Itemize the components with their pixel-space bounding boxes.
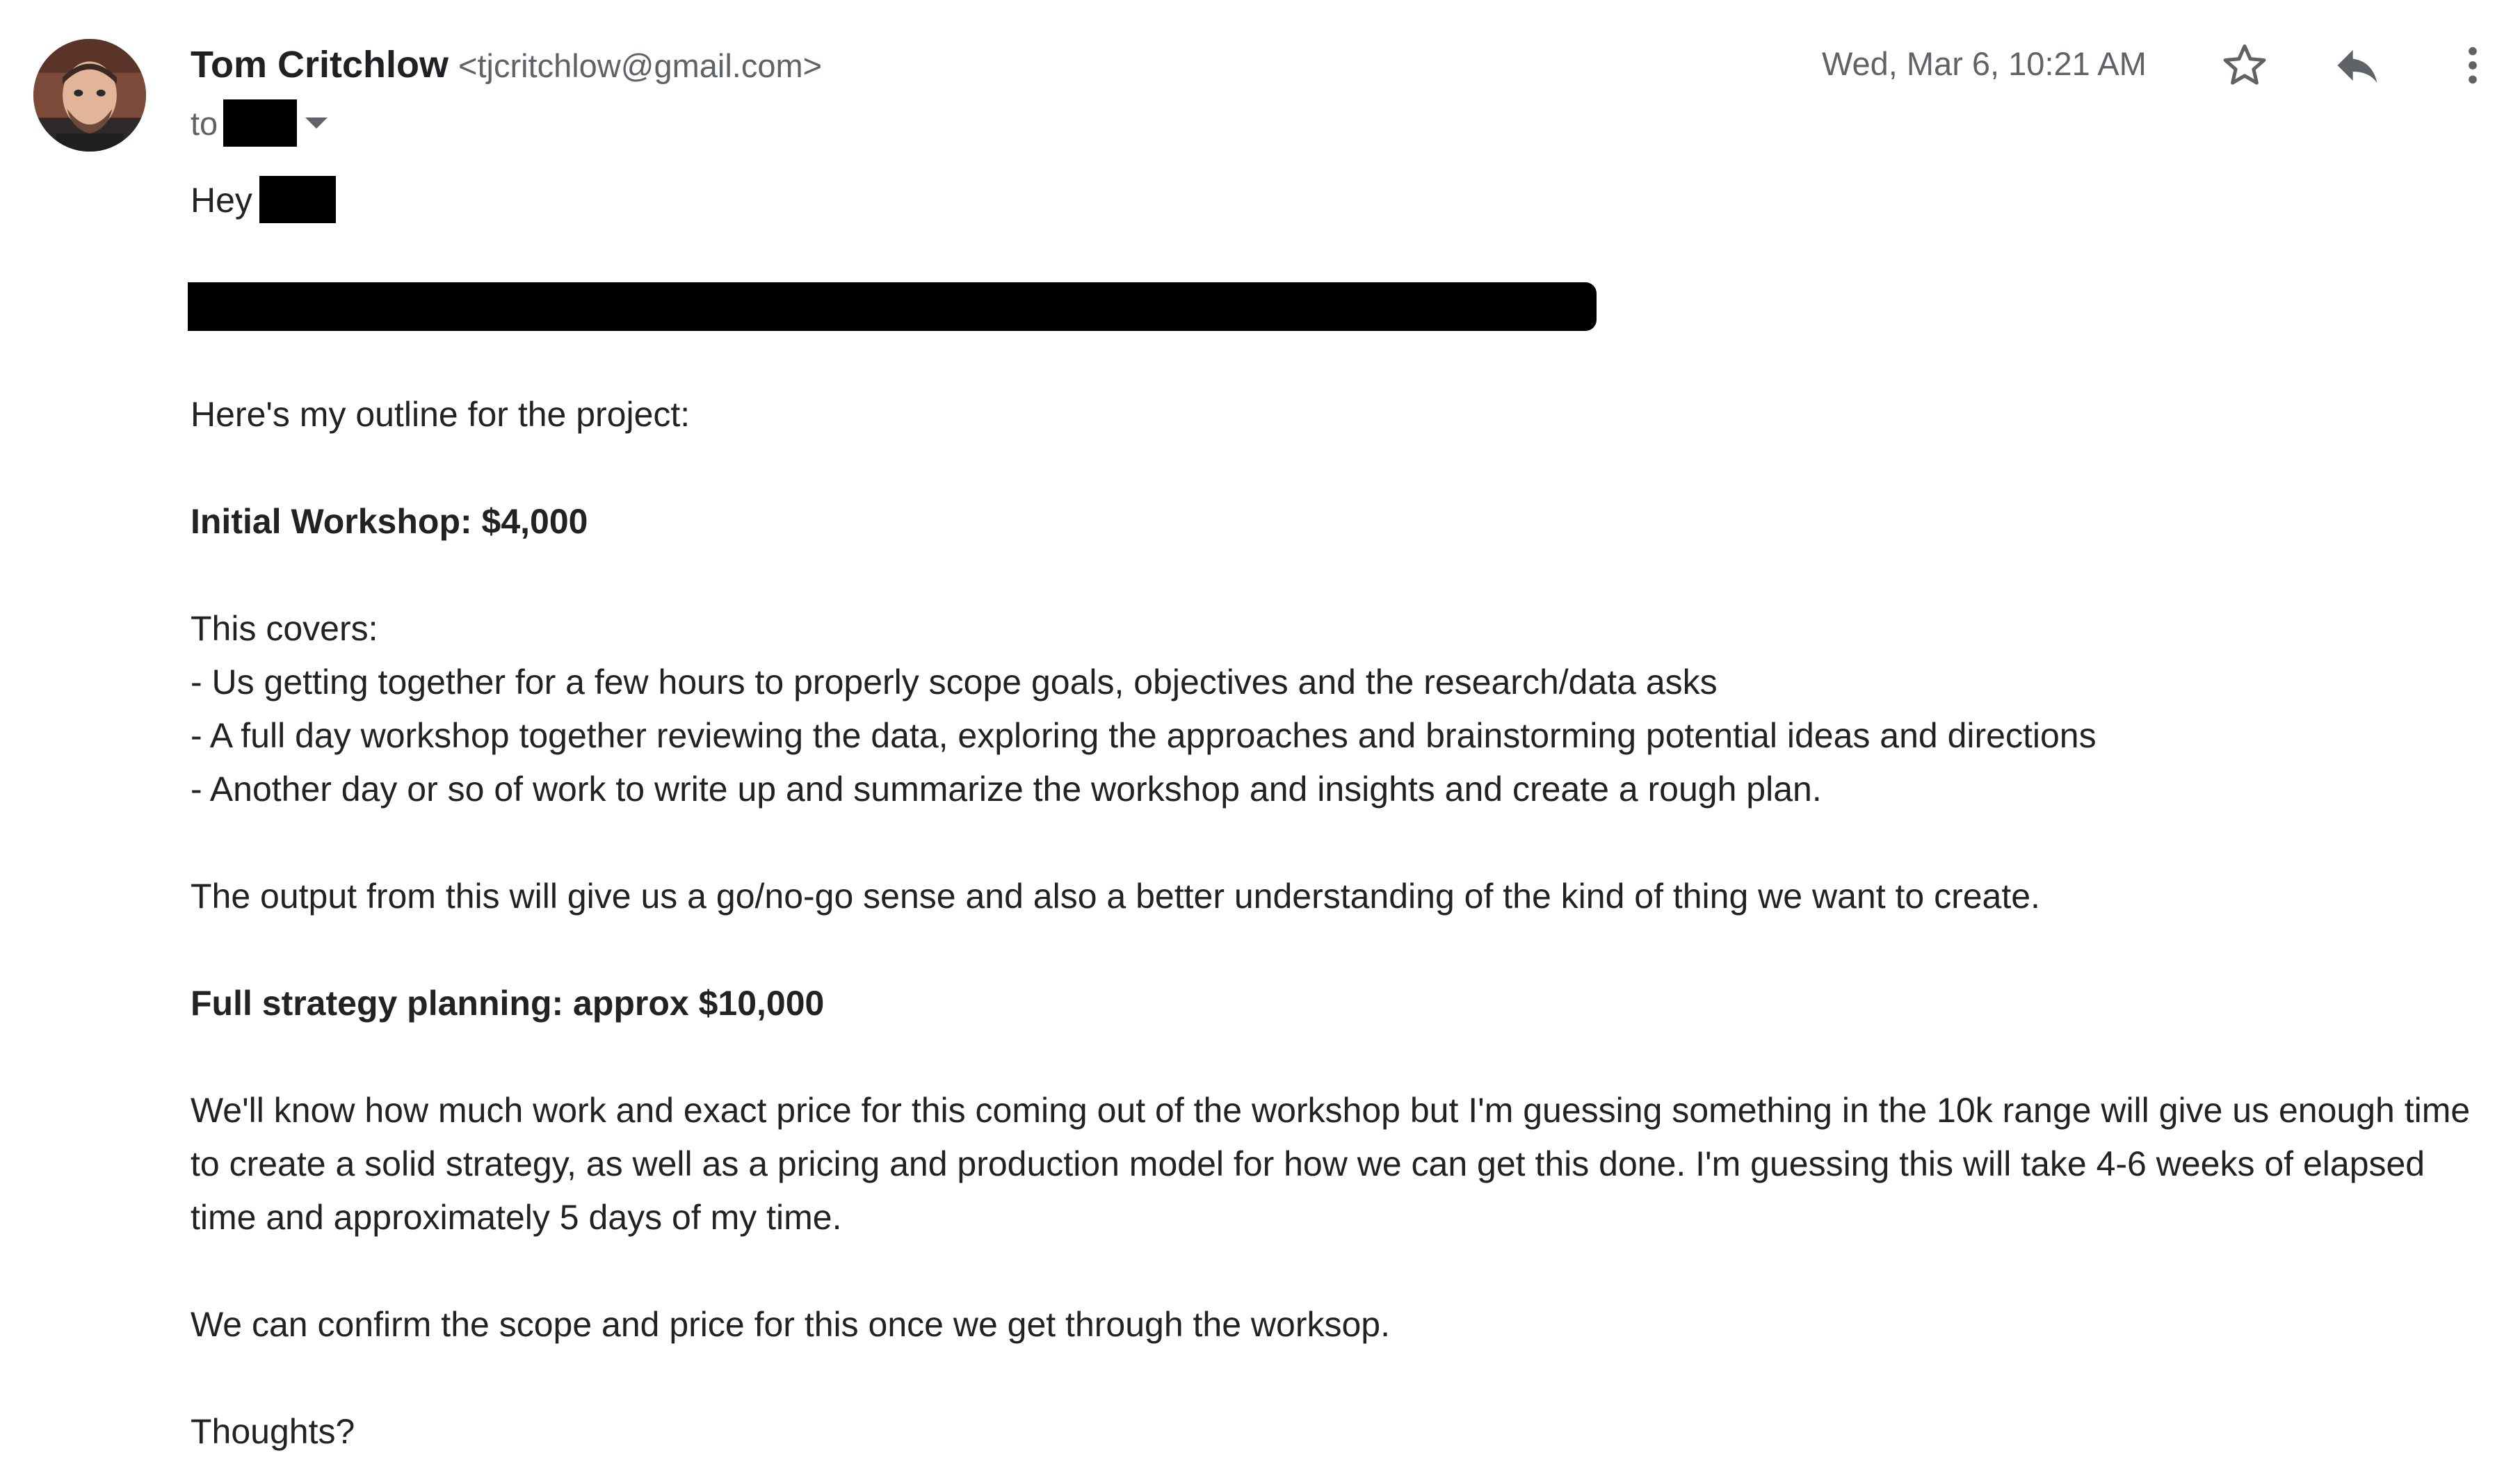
avatar-image bbox=[33, 39, 146, 152]
sender-avatar[interactable] bbox=[33, 39, 146, 152]
to-label: to bbox=[191, 104, 218, 142]
greeting: Hey bbox=[191, 181, 252, 220]
sender-name[interactable]: Tom Critchlow bbox=[191, 44, 449, 86]
bullet-item: - Us getting together for a few hours to properly scope goals, objectives and the research/data asks bbox=[191, 663, 1718, 701]
more-vert-icon bbox=[2448, 41, 2497, 90]
strategy-paragraph: We'll know how much work and exact price for this coming out of the workshop but I'm guessing something in the 10k range will give us enough time to create a solid strategy, as well as a pricing and production model for how we can get this done. I'm guessing this will take 4-6 weeks of elapsed time and approximately 5 days of my time. bbox=[191, 1091, 2471, 1237]
reply-icon bbox=[2331, 39, 2384, 92]
email-body bbox=[191, 174, 2485, 1459]
bullet-item: - A full day workshop together reviewing the data, exploring the approaches and brainstorming potential ideas and directions bbox=[191, 716, 2097, 755]
confirm-paragraph: We can confirm the scope and price for this once we get through the worksop. bbox=[191, 1305, 1390, 1344]
more-options-button[interactable] bbox=[2444, 36, 2502, 95]
intro-line: Here's my outline for the project: bbox=[191, 395, 690, 434]
star-button[interactable] bbox=[2215, 36, 2274, 95]
output-paragraph: The output from this will give us a go/no-go sense and also a better understanding of the kind of thing we want to create. bbox=[191, 877, 2040, 916]
section1-heading: Initial Workshop: $4,000 bbox=[191, 502, 588, 541]
sender-line bbox=[191, 43, 822, 92]
reply-button[interactable] bbox=[2328, 36, 2386, 95]
chevron-down-icon[interactable] bbox=[305, 117, 328, 129]
covers-label: This covers: bbox=[191, 609, 378, 648]
greeting-line bbox=[191, 174, 2485, 227]
star-icon bbox=[2220, 40, 2270, 90]
recipient-line[interactable] bbox=[191, 99, 328, 147]
closing-line: Thoughts? bbox=[191, 1412, 355, 1451]
greeting-redaction bbox=[259, 176, 336, 223]
section2-heading: Full strategy planning: approx $10,000 bbox=[191, 984, 825, 1023]
recipient-redaction bbox=[223, 99, 297, 147]
bullet-item: - Another day or so of work to write up and summarize the workshop and insights and create a rough plan. bbox=[191, 770, 1822, 809]
email-date: Wed, Mar 6, 10:21 AM bbox=[1822, 45, 2147, 82]
sender-email: <tjcritchlow@gmail.com> bbox=[458, 47, 823, 84]
